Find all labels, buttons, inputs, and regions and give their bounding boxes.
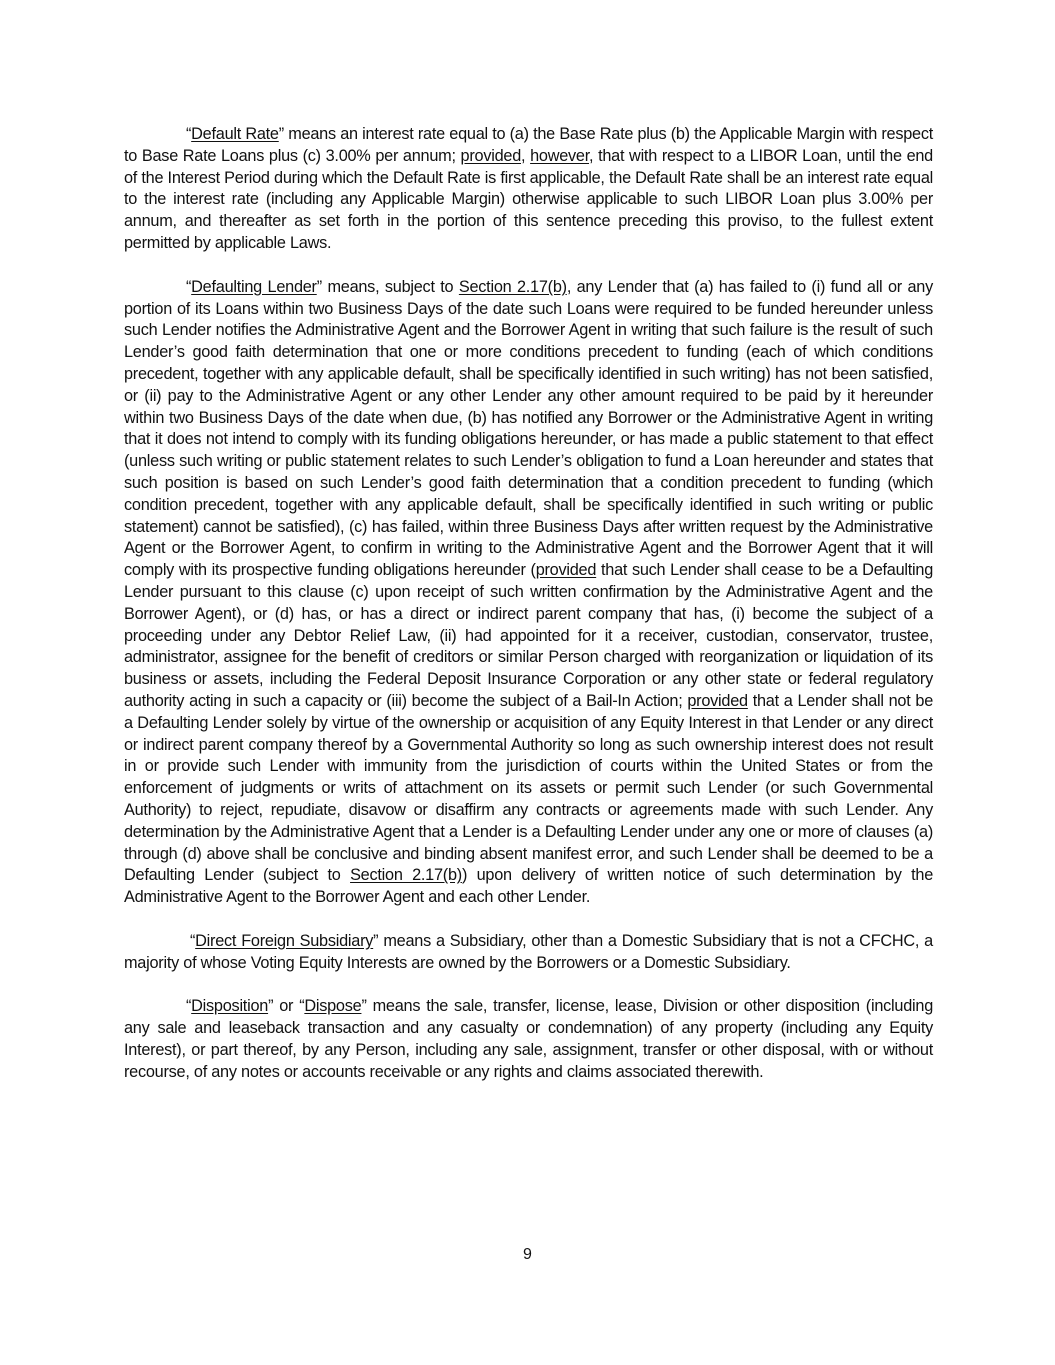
definition-text: means a Subsidiary, other than a Domestic Subsidiary that is not a CFCHC, a majority of whose Voting Equity Interests are owned by the Borrowers or a Domestic Subsidiary. bbox=[124, 931, 933, 972]
open-quote: “ bbox=[299, 997, 305, 1016]
open-quote: “ bbox=[186, 997, 192, 1016]
section-reference: Section 2.17(b) bbox=[350, 866, 462, 885]
defined-term: Default Rate bbox=[191, 125, 279, 143]
close-quote: ” bbox=[278, 125, 284, 143]
definition-text: that a Lender shall not be a Defaulting Lender solely by virtue of the ownership or acquisition of any Equity Interest in that Lender or any direct or indirect parent company thereof by a Governmental Authority so long as such ownership interest does not result in or provide such Lender with immunity from the jurisdiction of courts within the United States or from the enforcement of judgments or writs of attachment on its assets or permit such Lender (or such Governmental Authority) to reject, repudiate, disavow or disaffirm any contracts or agreements made with such Lender. Any determination by the Administrative Agent that a Lender is a Defaulting Lender under any one or more of clauses (a) through (d) above shall be conclusive and binding absent manifest error, and such Lender shall be deemed to be a Defaulting Lender (subject to bbox=[124, 691, 933, 885]
definition-text: means the sale, transfer, license, lease, Division or other disposition (including any sale and leaseback transaction and any casualty or condemnation) of any property (including any Equity Interest), or part thereof, by any Person, including any sale, assignment, transfer or other disposal, with or without recourse, of any notes or accounts receivable or any rights and claims associated therewith. bbox=[124, 997, 933, 1081]
document-page bbox=[124, 124, 933, 1106]
separator-text: , bbox=[521, 146, 531, 165]
proviso-term: provided bbox=[460, 146, 522, 165]
proviso-term: however bbox=[530, 146, 590, 165]
open-quote: “ bbox=[186, 277, 192, 296]
defined-term: Disposition bbox=[191, 997, 269, 1016]
open-quote: “ bbox=[186, 125, 192, 143]
proviso-term: provided bbox=[687, 691, 748, 710]
close-quote: ” bbox=[316, 277, 322, 296]
close-quote: ” bbox=[268, 997, 274, 1016]
definition-text: , that with respect to a LIBOR Loan, until the end of the Interest Period during which the Default Rate is first applicable, the Default Rate shall be an interest rate equal to the interest rate (including any Applicable Margin) otherwise applicable to such LIBOR Loan plus 3.00% per annum, and thereafter as set forth in the portion of this sentence preceding this proviso, to the fullest extent permitted by applicable Laws. bbox=[124, 146, 933, 252]
defined-term: Direct Foreign Subsidiary bbox=[195, 931, 374, 950]
open-quote: “ bbox=[190, 931, 196, 950]
close-quote: ” bbox=[361, 997, 367, 1016]
defined-term: Dispose bbox=[304, 997, 362, 1016]
definition-text: , any Lender that (a) has failed to (i) fund all or any portion of its Loans within two Business Days of the date such Loans were required to be funded hereunder unless such Lender notifies the Administrative Agent and the Borrower Agent in writing that such failure is the result of such Lender’s good faith determination that one or more conditions precedent to funding (each of which conditions precedent, together with any applicable default, shall be specifically identified in such writing) has not been satisfied, or (ii) pay to the Administrative Agent or any other Lender any other amount required to be paid by it hereunder within two Business Days of the date when due, (b) has notified any Borrower or the Administrative Agent in writing that it does not intend to comply with its funding obligations hereunder, or has made a public statement to that effect (unless such writing or public statement relates to such Lender’s obligation to fund a Loan hereunder and states that such position is based on such Lender’s good faith determination that a condition precedent to funding (which condition precedent, together with any applicable default, shall be specifically identified in such writing or public statement) cannot be satisfied), (c) has failed, within three Business Days after written request by the Administrative Agent or the Borrower Agent, to confirm in writing to the Administrative Agent and the Borrower Agent that it will comply with its prospective funding obligations hereunder ( bbox=[124, 277, 933, 580]
definition-text: means, subject to bbox=[321, 277, 459, 296]
definition-text: that such Lender shall cease to be a Defaulting Lender pursuant to this clause (c) upon receipt of such written confirmation by the Administrative Agent and the Borrower Agent), or (d) has, or has a direct or indirect parent company that has, (i) become the subject of a proceeding under any Debtor Relief Law, (ii) had appointed for it a receiver, custodian, conservator, trustee, administrator, assignee for the benefit of creditors or similar Person charged with reorganization or liquidation of its business or assets, including the Federal Deposit Insurance Corporation or any other state or federal regulatory authority acting in such a capacity or (iii) become the subject of a Bail-In Action; bbox=[124, 561, 933, 710]
definition-disposition bbox=[124, 996, 933, 1083]
definition-direct-foreign-subsidiary bbox=[124, 931, 933, 975]
section-reference: Section 2.17(b) bbox=[458, 277, 567, 296]
definition-default-rate bbox=[124, 124, 933, 255]
defined-term: Defaulting Lender bbox=[191, 277, 317, 296]
connector-text: or bbox=[273, 997, 300, 1016]
page-number: 9 bbox=[523, 1246, 532, 1263]
close-quote: ” bbox=[373, 931, 379, 950]
proviso-term: provided bbox=[535, 561, 597, 580]
definition-text: ) upon delivery of written notice of such determination by the Administrative Agent to the Borrower Agent and each other Lender. bbox=[124, 866, 934, 907]
definition-text: means an interest rate equal to (a) the Base Rate plus (b) the Applicable Margin with respect to Base Rate Loans plus (c) 3.00% per annum; bbox=[124, 125, 933, 165]
definition-defaulting-lender bbox=[124, 277, 933, 909]
